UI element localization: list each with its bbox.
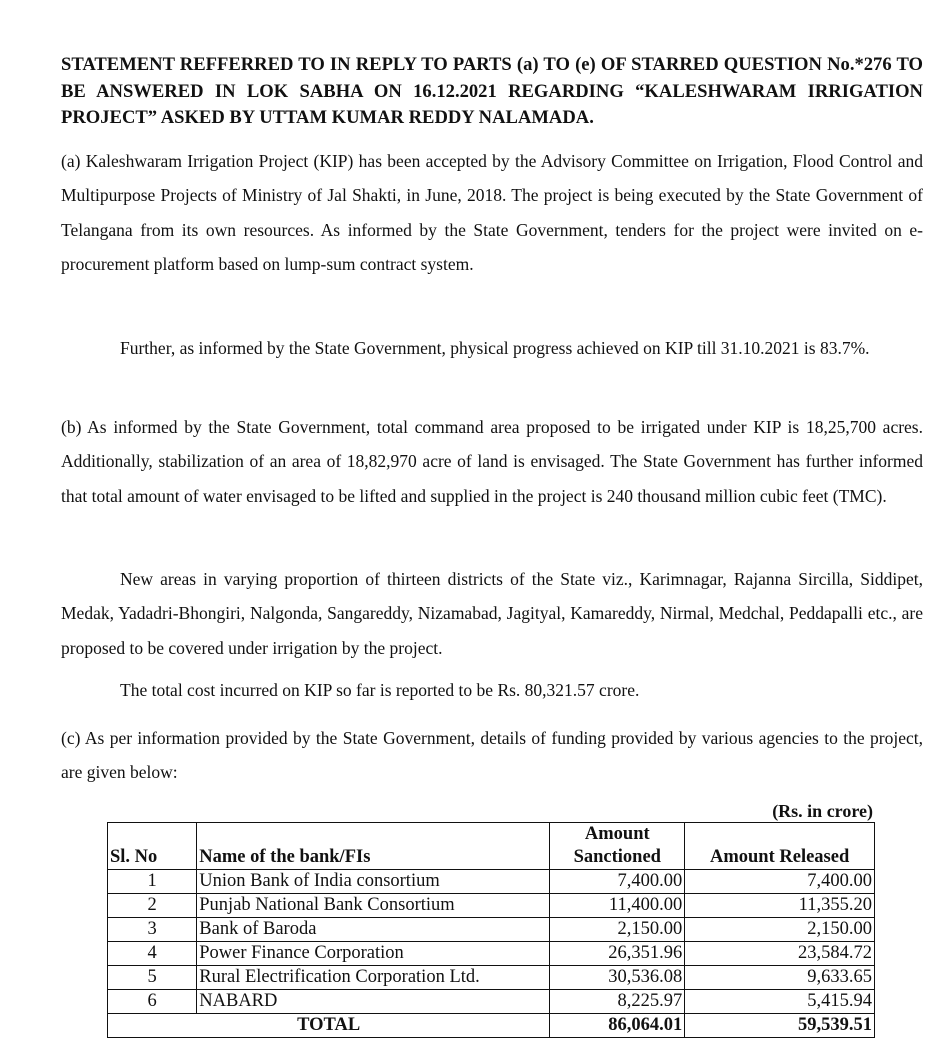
paragraph-a: (a) Kaleshwaram Irrigation Project (KIP) has been accepted by the Advisory Committee on Irrigation, Flood Control and Multipurpose Projects of Ministry of Jal Shakti, in June, 2018. The project is being executed by the State Government of Telangana from its own resources. As informed by the State Government, tenders for the project were invited on e-procurement platform based on lump-sum contract system. xyxy=(61,151,923,274)
paragraph-b-cost: The total cost incurred on KIP so far is reported to be Rs. 80,321.57 crore. xyxy=(120,680,640,700)
paragraph-a-progress: Further, as informed by the State Government, physical progress achieved on KIP till 31.10.2021 is 83.7%. xyxy=(120,338,870,358)
cell-bank-name: Punjab National Bank Consortium xyxy=(197,894,550,918)
cell-released: 23,584.72 xyxy=(685,942,875,966)
paragraph-c: (c) As per information provided by the State Government, details of funding provided by various agencies to the project, are given below: xyxy=(61,728,923,783)
cell-bank-name: Rural Electrification Corporation Ltd. xyxy=(197,966,550,990)
table-row xyxy=(108,894,875,918)
cell-sl: 5 xyxy=(108,966,197,990)
table-row xyxy=(108,966,875,990)
cell-released: 9,633.65 xyxy=(685,966,875,990)
header-amount-sanctioned: Amount Sanctioned xyxy=(550,823,685,870)
paragraph-b-districts: New areas in varying proportion of thirteen districts of the State viz., Karimnagar, Rajanna Sircilla, Siddipet, Medak, Yadadri-Bhongiri, Nalgonda, Sangareddy, Nizamabad, Jagityal, Kamareddy, Nirmal, Medchal, Peddapalli etc., are proposed to be covered under irrigation by the project. xyxy=(61,569,923,658)
total-label: TOTAL xyxy=(108,1014,550,1038)
table-row xyxy=(108,942,875,966)
cell-bank-name: Bank of Baroda xyxy=(197,918,550,942)
cell-released: 2,150.00 xyxy=(685,918,875,942)
header-sl-no: Sl. No xyxy=(108,823,197,870)
cell-bank-name: NABARD xyxy=(197,990,550,1014)
table-header-row xyxy=(108,823,875,870)
table-row xyxy=(108,918,875,942)
cell-bank-name: Power Finance Corporation xyxy=(197,942,550,966)
cell-sanctioned: 30,536.08 xyxy=(550,966,685,990)
cell-sl: 1 xyxy=(108,870,197,894)
table-total-row xyxy=(108,1014,875,1038)
cell-released: 5,415.94 xyxy=(685,990,875,1014)
paragraph-b: (b) As informed by the State Government, total command area proposed to be irrigated under KIP is 18,25,700 acres. Additionally, stabilization of an area of 18,82,970 acre of land is envisaged. The State Government has further informed that total amount of water envisaged to be lifted and supplied in the project is 240 thousand million cubic feet (TMC). xyxy=(61,417,923,506)
funding-table xyxy=(107,822,875,1038)
cell-sl: 4 xyxy=(108,942,197,966)
table-row xyxy=(108,990,875,1014)
statement-heading: STATEMENT REFFERRED TO IN REPLY TO PARTS (a) TO (e) OF STARRED QUESTION No.*276 TO BE ANSWERED IN LOK SABHA ON 16.12.2021 REGARDING “KALESHWARAM IRRIGATION PROJECT” ASKED BY UTTAM KUMAR REDDY NALAMADA. xyxy=(61,54,923,128)
cell-sl: 6 xyxy=(108,990,197,1014)
cell-sl: 2 xyxy=(108,894,197,918)
cell-released: 7,400.00 xyxy=(685,870,875,894)
total-sanctioned: 86,064.01 xyxy=(550,1014,685,1038)
cell-released: 11,355.20 xyxy=(685,894,875,918)
cell-sanctioned: 26,351.96 xyxy=(550,942,685,966)
unit-note: (Rs. in crore) xyxy=(772,801,873,821)
header-amount-released: Amount Released xyxy=(685,823,875,870)
table-row xyxy=(108,870,875,894)
total-released: 59,539.51 xyxy=(685,1014,875,1038)
cell-sanctioned: 7,400.00 xyxy=(550,870,685,894)
cell-sanctioned: 2,150.00 xyxy=(550,918,685,942)
header-bank-name: Name of the bank/FIs xyxy=(197,823,550,870)
cell-sanctioned: 8,225.97 xyxy=(550,990,685,1014)
cell-bank-name: Union Bank of India consortium xyxy=(197,870,550,894)
cell-sl: 3 xyxy=(108,918,197,942)
cell-sanctioned: 11,400.00 xyxy=(550,894,685,918)
